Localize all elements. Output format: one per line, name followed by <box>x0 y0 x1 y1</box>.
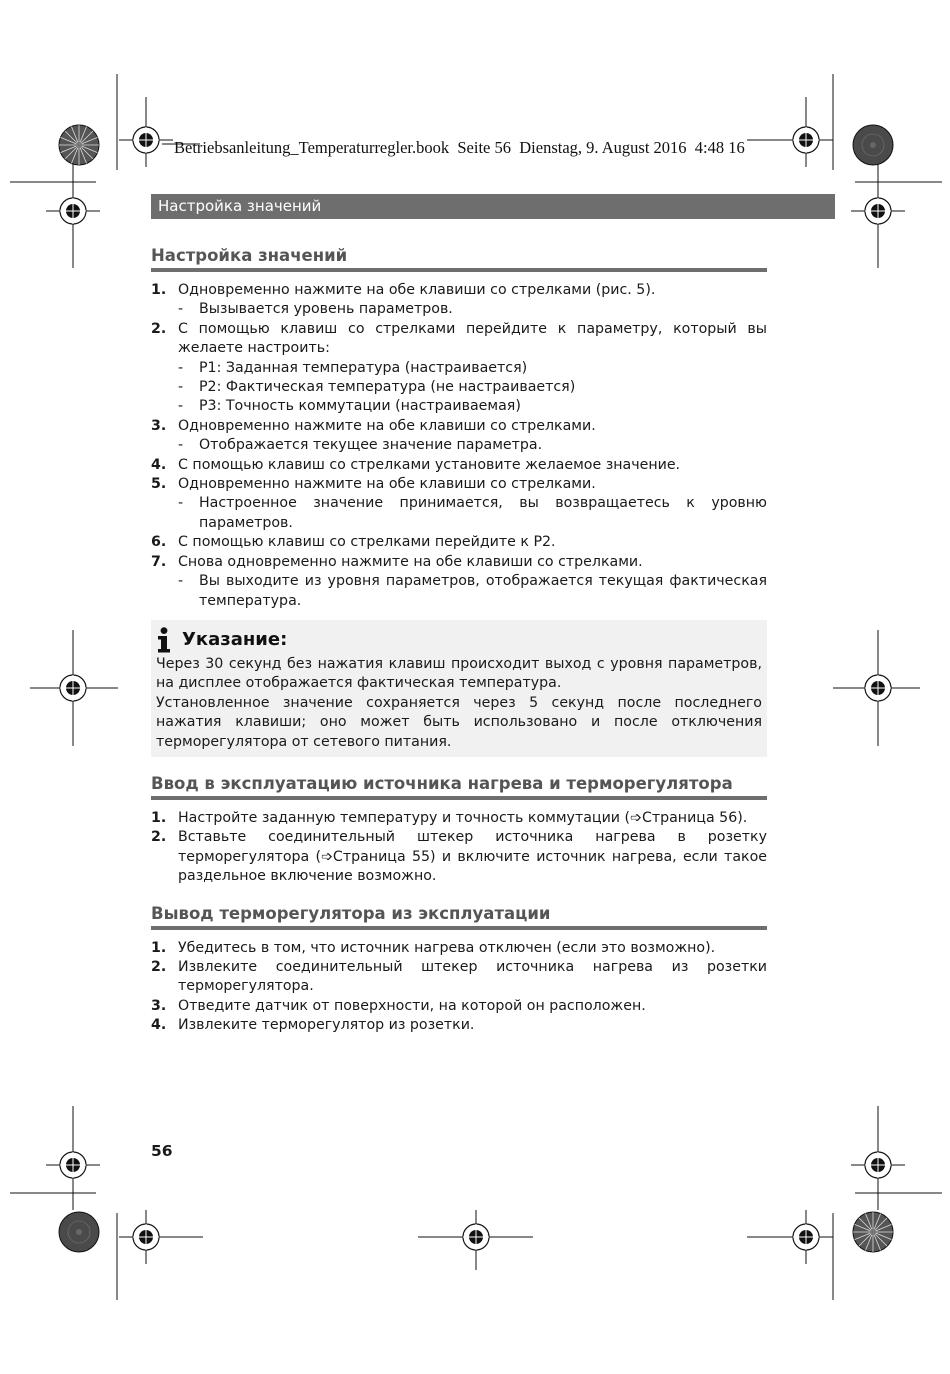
step-item <box>151 958 767 997</box>
dash-bullet: - <box>178 398 184 415</box>
dash-bullet: - <box>178 301 184 318</box>
step-number: 2. <box>151 958 167 975</box>
substep-text: Отображается текущее значение параметра. <box>199 437 543 454</box>
substep-item <box>178 572 767 611</box>
step-item <box>151 456 767 475</box>
step-text: С помощью клавиш со стрелками установите желаемое значение. <box>178 456 681 473</box>
step-number: 1. <box>151 282 167 298</box>
steps-list <box>151 281 767 611</box>
step-number: 3. <box>151 417 167 434</box>
section-commissioning <box>151 774 767 887</box>
steps-list <box>151 809 767 887</box>
dash-bullet: - <box>178 573 184 590</box>
substep-list <box>178 359 767 417</box>
step-item <box>151 939 767 958</box>
section-decommissioning <box>151 904 767 1036</box>
step-text: Убедитесь в том, что источник нагрева отключен (если это возможно). <box>178 939 716 956</box>
substep-list <box>178 572 767 611</box>
dash-bullet: - <box>178 437 184 454</box>
dash-bullet: - <box>178 359 184 376</box>
step-number: 3. <box>151 997 167 1014</box>
page-number: 56 <box>151 1142 173 1160</box>
steps-list <box>151 939 767 1036</box>
substep-item <box>178 359 767 378</box>
step-text: Извлеките терморегулятор из розетки. <box>178 1017 475 1034</box>
step-item <box>151 828 767 886</box>
step-number: 2. <box>151 829 167 846</box>
step-text: Снова одновременно нажмите на обе клавиши со стрелками. <box>178 553 643 570</box>
substep-text: P3: Точность коммутации (настраиваемая) <box>199 398 521 415</box>
substep-item <box>178 397 767 416</box>
step-number: 5. <box>151 476 167 493</box>
step-text: Одновременно нажмите на обе клавиши со стрелками. <box>178 417 596 434</box>
substep-text: Настроенное значение принимается, вы возвращаетесь к уровню параметров. <box>199 495 767 531</box>
print-header: Betriebsanleitung_Temperaturregler.book Seite 56 Dienstag, 9. August 2016 4:48 16 <box>174 138 745 157</box>
step-item <box>151 475 767 533</box>
step-text: Одновременно нажмите на обе клавиши со стрелками (рис. 5). <box>178 282 656 298</box>
step-number: 7. <box>151 553 167 570</box>
note-box <box>151 620 767 757</box>
step-item <box>151 533 767 552</box>
substep-item <box>178 378 767 397</box>
dash-bullet: - <box>178 495 184 512</box>
step-number: 1. <box>151 809 167 826</box>
step-item <box>151 1016 767 1035</box>
note-title: Указание: <box>182 629 288 651</box>
note-paragraph: Установленное значение сохраняется через 5 секунд после последнего нажатия клавиши; оно может быть использовано и после отключения терморегулятора от сетевого питания. <box>156 694 762 750</box>
step-text: С помощью клавиш со стрелками перейдите к P2. <box>178 534 556 551</box>
step-number: 2. <box>151 320 167 337</box>
section-title: Ввод в эксплуатацию источника нагрева и терморегулятора <box>151 774 767 800</box>
section-title: Вывод терморегулятора из эксплуатации <box>151 904 767 930</box>
step-number: 1. <box>151 939 167 956</box>
step-item <box>151 809 767 828</box>
substep-item <box>178 300 767 319</box>
substep-text: P2: Фактическая температура (не настраивается) <box>199 379 576 396</box>
section-title: Настройка значений <box>151 246 767 272</box>
info-icon <box>156 627 172 653</box>
page-content <box>151 246 767 1036</box>
substep-list <box>178 300 767 319</box>
substep-text: Вызывается уровень параметров. <box>199 301 453 318</box>
section-banner: Настройка значений <box>151 194 835 219</box>
step-number: 4. <box>151 1017 167 1034</box>
step-number: 6. <box>151 534 167 551</box>
step-item <box>151 997 767 1016</box>
substep-item <box>178 494 767 533</box>
substep-list <box>178 494 767 533</box>
step-item <box>151 553 767 611</box>
step-text: Одновременно нажмите на обе клавиши со стрелками. <box>178 476 596 493</box>
substep-text: P1: Заданная температура (настраивается) <box>199 359 528 376</box>
step-number: 4. <box>151 456 167 473</box>
substep-item <box>178 436 767 455</box>
note-paragraph: Через 30 секунд без нажатия клавиш происходит выход с уровня параметров, на дисплее отображается фактическая температура. <box>156 655 762 692</box>
step-item <box>151 417 767 456</box>
step-text: С помощью клавиш со стрелками перейдите к параметру, который вы желаете настроить: <box>178 320 767 357</box>
dash-bullet: - <box>178 379 184 396</box>
step-item <box>151 320 767 417</box>
substep-text: Вы выходите из уровня параметров, отображается текущая фактическая температура. <box>199 573 767 609</box>
step-text: Отведите датчик от поверхности, на которой он расположен. <box>178 997 646 1014</box>
substep-list <box>178 436 767 455</box>
section-settings <box>151 246 767 611</box>
step-text: Настройте заданную температуру и точность коммутации (➩Страница 56). <box>178 809 748 826</box>
step-text: Извлеките соединительный штекер источника нагрева из розетки терморегулятора. <box>178 958 767 995</box>
step-text: Вставьте соединительный штекер источника нагрева в розетку терморегулятора (➩Страница 55) и включите источник нагрева, если такое раздельное включение возможно. <box>178 829 767 885</box>
step-item <box>151 281 767 320</box>
